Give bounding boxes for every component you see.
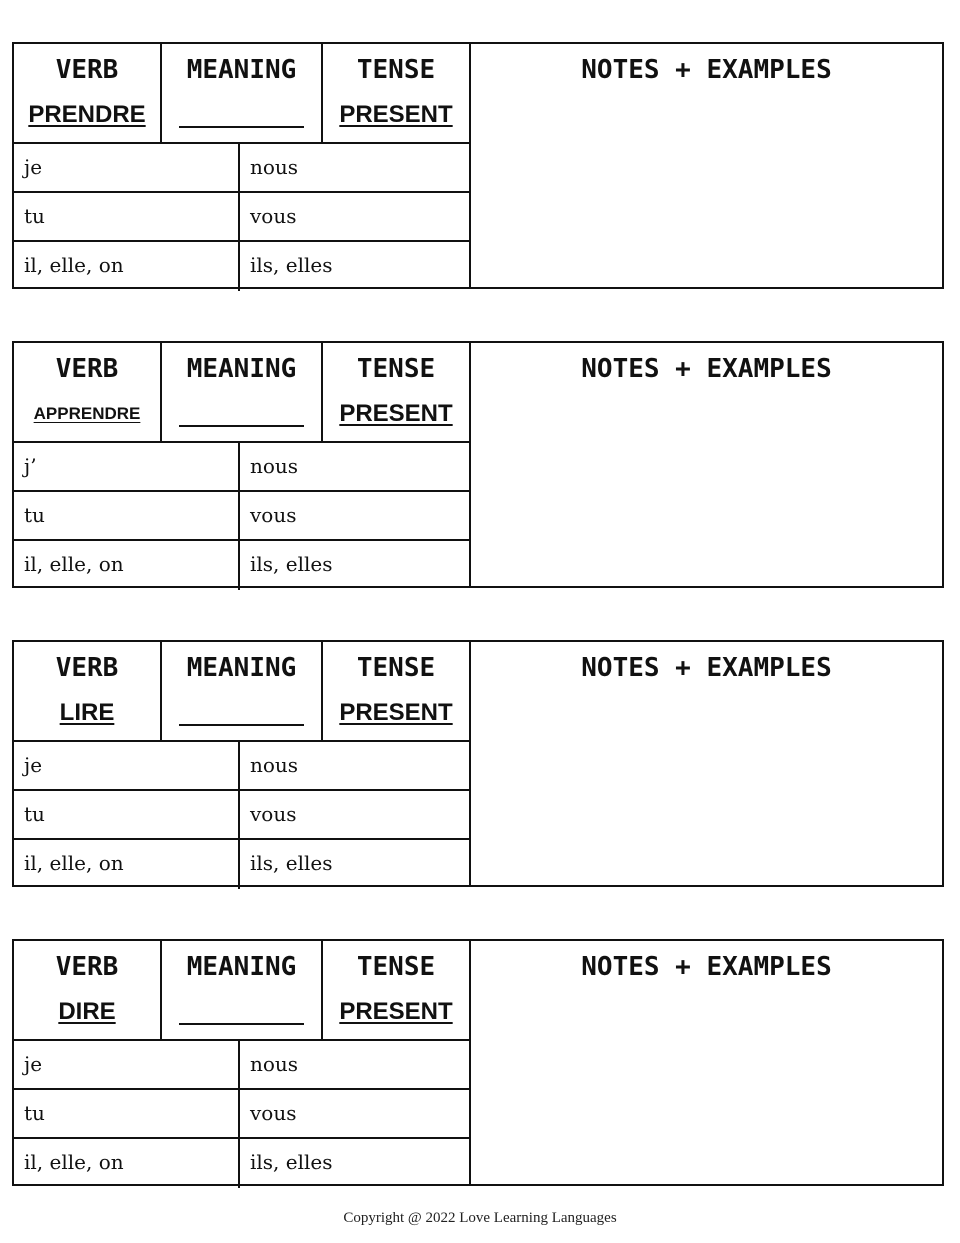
pronoun-cell[interactable]: il, elle, on: [14, 840, 240, 889]
verb-value: LIRE: [59, 699, 115, 726]
card-header: [14, 941, 469, 1041]
verb-value: DIRE: [58, 998, 116, 1025]
pronoun-cell[interactable]: ils, elles: [250, 1150, 333, 1174]
meaning-header-cell: [162, 642, 323, 740]
meaning-blank-line[interactable]: [179, 724, 304, 726]
verb-card-prendre: [12, 42, 944, 289]
pronoun-cell[interactable]: vous: [250, 1101, 297, 1125]
pronoun-cell[interactable]: nous: [250, 155, 299, 179]
pronoun-cell[interactable]: vous: [250, 802, 297, 826]
tense-value: PRESENT: [339, 998, 453, 1025]
conjugation-grid: [14, 642, 471, 885]
meaning-blank-line[interactable]: [179, 425, 304, 427]
pronoun-cell[interactable]: il, elle, on: [14, 541, 240, 590]
tense-value: PRESENT: [339, 101, 453, 128]
card-header: [14, 44, 469, 144]
verb-heading: VERB: [55, 653, 119, 683]
pronoun-cell[interactable]: nous: [250, 454, 299, 478]
verb-heading: VERB: [55, 55, 119, 85]
pronoun-cell[interactable]: vous: [250, 503, 297, 527]
verb-card-apprendre: [12, 341, 944, 588]
verb-header-cell: [14, 343, 162, 441]
notes-heading: NOTES + EXAMPLES: [581, 653, 832, 683]
tense-header-cell: [323, 44, 469, 142]
pronoun-row: [14, 541, 469, 590]
tense-heading: TENSE: [356, 653, 436, 683]
verb-header-cell: [14, 44, 162, 142]
tense-header-cell: [323, 642, 469, 740]
pronoun-cell[interactable]: ils, elles: [250, 552, 333, 576]
tense-heading: TENSE: [356, 55, 436, 85]
card-header: [14, 642, 469, 742]
meaning-heading: MEANING: [186, 55, 297, 85]
verb-heading: VERB: [55, 354, 119, 384]
pronoun-cell[interactable]: il, elle, on: [14, 242, 240, 291]
meaning-header-cell: [162, 941, 323, 1039]
meaning-heading: MEANING: [186, 952, 297, 982]
notes-heading: NOTES + EXAMPLES: [581, 354, 832, 384]
pronoun-cell[interactable]: je: [14, 1041, 240, 1088]
pronoun-cell[interactable]: nous: [250, 1052, 299, 1076]
pronoun-cell[interactable]: nous: [250, 753, 299, 777]
meaning-blank-line[interactable]: [179, 126, 304, 128]
pronoun-cell[interactable]: tu: [14, 791, 240, 838]
verb-header-cell: [14, 642, 162, 740]
conjugation-grid: [14, 44, 471, 287]
verb-value: APPRENDRE: [33, 404, 141, 423]
pronoun-cell[interactable]: vous: [250, 204, 297, 228]
meaning-header-cell: [162, 44, 323, 142]
conjugation-grid: [14, 343, 471, 586]
pronoun-cell[interactable]: je: [14, 742, 240, 789]
meaning-header-cell: [162, 343, 323, 441]
pronoun-cell[interactable]: ils, elles: [250, 253, 333, 277]
pronoun-cell[interactable]: tu: [14, 1090, 240, 1137]
pronoun-row: [14, 1041, 469, 1090]
tense-header-cell: [323, 941, 469, 1039]
meaning-blank-line[interactable]: [179, 1023, 304, 1025]
pronoun-cell[interactable]: tu: [14, 193, 240, 240]
verb-card-dire: [12, 939, 944, 1186]
verb-heading: VERB: [55, 952, 119, 982]
verb-card-lire: [12, 640, 944, 887]
pronoun-cell[interactable]: je: [14, 144, 240, 191]
pronoun-row: [14, 443, 469, 492]
pronoun-cell[interactable]: tu: [14, 492, 240, 539]
pronoun-row: [14, 144, 469, 193]
verb-header-cell: [14, 941, 162, 1039]
tense-heading: TENSE: [356, 952, 436, 982]
notes-heading: NOTES + EXAMPLES: [581, 55, 832, 85]
pronoun-row: [14, 193, 469, 242]
tense-value: PRESENT: [339, 699, 453, 726]
meaning-heading: MEANING: [186, 354, 297, 384]
pronoun-row: [14, 840, 469, 889]
tense-heading: TENSE: [356, 354, 436, 384]
pronoun-cell[interactable]: ils, elles: [250, 851, 333, 875]
card-header: [14, 343, 469, 443]
tense-value: PRESENT: [339, 400, 453, 427]
pronoun-row: [14, 1090, 469, 1139]
notes-heading: NOTES + EXAMPLES: [581, 952, 832, 982]
pronoun-row: [14, 492, 469, 541]
conjugation-grid: [14, 941, 471, 1184]
pronoun-row: [14, 742, 469, 791]
pronoun-row: [14, 791, 469, 840]
meaning-heading: MEANING: [186, 653, 297, 683]
pronoun-row: [14, 1139, 469, 1188]
pronoun-cell[interactable]: il, elle, on: [14, 1139, 240, 1188]
verb-value: PRENDRE: [28, 101, 146, 128]
copyright-footer: Copyright @ 2022 Love Learning Languages: [343, 1210, 617, 1226]
tense-header-cell: [323, 343, 469, 441]
pronoun-cell[interactable]: j’: [14, 443, 240, 490]
pronoun-row: [14, 242, 469, 291]
